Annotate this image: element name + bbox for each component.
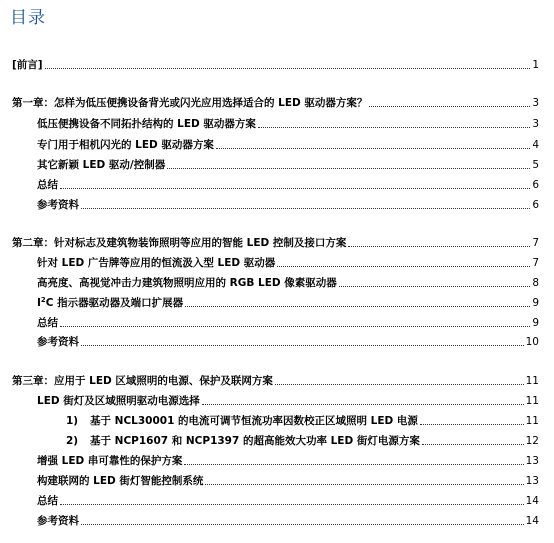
toc-entry-page: 7 [532, 257, 539, 269]
leader-dots [202, 403, 524, 405]
toc-entry-page: 9 [532, 297, 539, 309]
toc-entry-number: 2) [66, 435, 79, 447]
leader-dots [167, 167, 530, 169]
toc-entry-page: 10 [525, 336, 539, 348]
leader-dots [277, 265, 530, 267]
leader-dots [185, 305, 530, 307]
toc-entry-page: 11 [525, 415, 539, 427]
toc-entry-page: 3 [532, 97, 539, 109]
toc-entry-label: 总结 [37, 495, 58, 507]
toc-entry[interactable] [0, 176, 554, 192]
toc-entry-label: 针对 LED 广告牌等应用的恒流汲入型 LED 驱动器 [37, 257, 276, 269]
toc-entry[interactable] [0, 196, 554, 212]
leader-dots [258, 126, 530, 128]
leader-dots [369, 105, 530, 107]
toc-entry-label: 基于 NCL30001 的电流可调节恒流功率因数校正区域照明 LED 电源 [90, 415, 418, 427]
toc-entry-page: 13 [525, 455, 539, 467]
toc-entry[interactable] [0, 372, 554, 388]
leader-dots [348, 245, 530, 247]
toc-entry-number: 1) [66, 415, 79, 427]
leader-dots [81, 523, 524, 525]
toc-entry[interactable] [0, 136, 554, 152]
toc-entry-label: 第三章：应用于 LED 区域照明的电源、保护及联网方案 [12, 375, 273, 387]
toc-entry[interactable] [0, 254, 554, 270]
toc-entry-page: 14 [525, 495, 539, 507]
toc-entry[interactable] [0, 412, 554, 428]
toc-entry-label: 基于 NCP1607 和 NCP1397 的超高能效大功率 LED 街灯电源方案 [90, 435, 420, 447]
toc-entry[interactable] [0, 156, 554, 172]
leader-dots [420, 423, 524, 425]
toc-entry[interactable] [0, 274, 554, 290]
toc-entry-label-prefix: I [37, 297, 41, 309]
toc-entry-label: LED 街灯及区域照明驱动电源选择 [37, 395, 200, 407]
leader-dots [60, 503, 524, 505]
toc-entry[interactable] [0, 512, 554, 528]
toc-entry-label: 第一章：怎样为低压便携设备背光或闪光应用选择适合的 LED 驱动器方案？ [12, 97, 368, 109]
toc-entry-label-group [66, 415, 418, 428]
toc-entry-label: 总结 [37, 179, 58, 191]
toc-entry-label: 参考资料 [37, 515, 79, 527]
toc-entry[interactable] [0, 452, 554, 468]
leader-dots [216, 147, 530, 149]
toc-entry-label-rest: C 指示器驱动器及端口扩展器 [45, 297, 184, 309]
toc-entry-label: 第二章：针对标志及建筑物装饰照明等应用的智能 LED 控制及接口方案 [12, 237, 347, 249]
toc-entry[interactable] [0, 432, 554, 448]
leader-dots [339, 285, 531, 287]
toc-entry-page: 11 [525, 395, 539, 407]
toc-entry-page: 12 [525, 435, 539, 447]
toc-entry[interactable] [0, 472, 554, 488]
toc-entry[interactable] [0, 234, 554, 250]
toc-entry-page: 1 [532, 59, 539, 71]
toc-entry[interactable] [0, 94, 554, 110]
toc-entry-page: 7 [532, 237, 539, 249]
toc-entry[interactable] [0, 56, 554, 72]
toc-entry-label: 高亮度、高视觉冲击力建筑物照明应用的 RGB LED 像素驱动器 [37, 277, 337, 289]
toc-entry-page: 6 [532, 179, 539, 191]
toc-entry[interactable] [0, 115, 554, 131]
toc-entry[interactable] [0, 392, 554, 408]
toc-entry-page: 6 [532, 199, 539, 211]
toc-entry-label: 参考资料 [37, 336, 79, 348]
toc-entry-page: 9 [532, 317, 539, 329]
toc-entry-label: 专门用于相机闪光的 LED 驱动器方案 [37, 139, 214, 151]
leader-dots [422, 443, 524, 445]
leader-dots [81, 207, 530, 209]
toc-entry-label [37, 297, 183, 310]
leader-dots [184, 463, 523, 465]
toc-entry-label: 低压便携设备不同拓扑结构的 LED 驱动器方案 [37, 118, 256, 130]
toc-entry-page: 8 [532, 277, 539, 289]
leader-dots [60, 325, 530, 327]
leader-dots [60, 187, 530, 189]
toc-entry-label: 构建联网的 LED 街灯智能控制系统 [37, 475, 204, 487]
toc-entry[interactable] [0, 294, 554, 310]
toc-entry-page: 13 [525, 475, 539, 487]
toc-entry-page: 4 [532, 139, 539, 151]
toc-entry-page: 5 [532, 159, 539, 171]
leader-dots [81, 344, 524, 346]
toc-entry-label: 总结 [37, 317, 58, 329]
toc-entry[interactable] [0, 492, 554, 508]
toc-entry-page: 11 [525, 375, 539, 387]
toc-entry-page: 14 [525, 515, 539, 527]
toc-entry-label-group [66, 435, 420, 448]
toc-entry-label: [前言] [12, 59, 43, 71]
toc-entry-label: 参考资料 [37, 199, 79, 211]
toc-entry[interactable] [0, 314, 554, 330]
toc-entry[interactable] [0, 333, 554, 349]
leader-dots [205, 483, 523, 485]
page-title: 目录 [10, 8, 46, 28]
toc-entry-label: 其它新颖 LED 驱动/控制器 [37, 159, 166, 171]
toc-entry-page: 3 [532, 118, 539, 130]
leader-dots [275, 383, 524, 385]
toc-entry-label-sup: 2 [40, 296, 46, 304]
leader-dots [45, 67, 531, 69]
toc-entry-label: 增强 LED 串可靠性的保护方案 [37, 455, 183, 467]
